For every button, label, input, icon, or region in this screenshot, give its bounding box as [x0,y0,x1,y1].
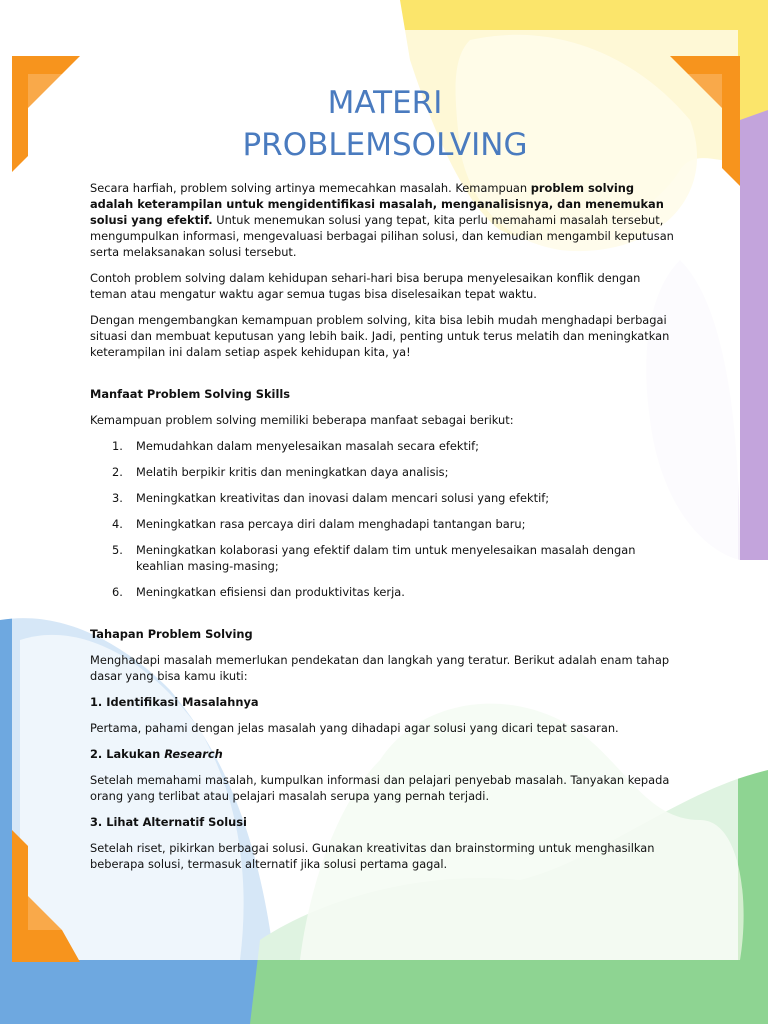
list-item: 5. Meningkatkan kolaborasi yang efektif dalam tim untuk menyelesaikan masalah dengan keahlian masing-masing; [112,543,636,573]
step-3-heading: 3. Lihat Alternatif Solusi [90,815,247,829]
tahapan-heading: Tahapan Problem Solving [90,627,253,641]
step-1-text: Pertama, pahami dengan jelas masalah yang dihadapi agar solusi yang dicari tepat sasaran. [90,721,619,735]
title-line-1: MATERI [327,85,443,121]
intro-paragraph-2: Contoh problem solving dalam kehidupan sehari-hari bisa berupa menyelesaikan konflik dengan teman atau mengatur waktu agar semua tugas bisa diselesaikan tepat waktu. [90,271,641,301]
list-item: 4. Meningkatkan rasa percaya diri dalam menghadapi tantangan baru; [112,517,526,531]
intro-paragraph-1 [90,180,680,260]
tahapan-intro: Menghadapi masalah memerlukan pendekatan dan langkah yang teratur. Berikut adalah enam tahap dasar yang bisa kamu ikuti: [90,653,670,683]
list-item: 1. Memudahkan dalam menyelesaikan masalah secara efektif; [112,439,479,453]
title-line-2: PROBLEMSOLVING [242,127,528,163]
purple-strip [740,110,768,560]
list-item: 6. Meningkatkan efisiensi dan produktivitas kerja. [112,585,405,599]
manfaat-heading: Manfaat Problem Solving Skills [90,387,291,401]
list-item: 3. Meningkatkan kreativitas dan inovasi dalam mencari solusi yang efektif; [112,491,550,505]
intro-paragraph-3: Dengan mengembangkan kemampuan problem solving, kita bisa lebih mudah menghadapi berbagai situasi dan membuat keputusan yang lebih baik. Jadi, penting untuk terus melatih dan meningkatkan keterampilan ini dalam setiap aspek kehidupan kita, ya! [90,313,670,359]
manfaat-intro: Kemampuan problem solving memiliki beberapa manfaat sebagai berikut: [90,413,514,427]
step-3-text: Setelah riset, pikirkan berbagai solusi. Gunakan kreativitas dan brainstorming untuk menghasilkan beberapa solusi, termasuk alternatif jika solusi pertama gagal. [90,841,655,871]
manfaat-list [90,438,680,600]
step-2-text: Setelah memahami masalah, kumpulkan informasi dan pelajari penyebab masalah. Tanyakan kepada orang yang terlibat atau pelajari masalah serupa yang pernah terjadi. [90,773,670,803]
intro-text-a: Secara harfiah, problem solving artinya memecahkan masalah. Kemampuan [90,181,531,195]
step-2-heading: 2. Lakukan Research [90,747,223,761]
intro-definition: problem solving adalah keterampilan untuk mengidentifikasi masalah, menganalisisnya, dan menemukan solusi yang efektif. [90,181,664,227]
document-body [90,82,680,882]
step-1-heading: 1. Identifikasi Masalahnya [90,695,259,709]
page-title [90,82,680,166]
list-item: 2. Melatih berpikir kritis dan meningkatkan daya analisis; [112,465,449,479]
intro-text-b: Untuk menemukan solusi yang tepat, kita perlu memahami masalah tersebut, mengumpulkan informasi, mengevaluasi berbagai pilihan solusi, dan kemudian mengambil keputusan serta melaksanakan solusi tersebut. [90,213,674,259]
